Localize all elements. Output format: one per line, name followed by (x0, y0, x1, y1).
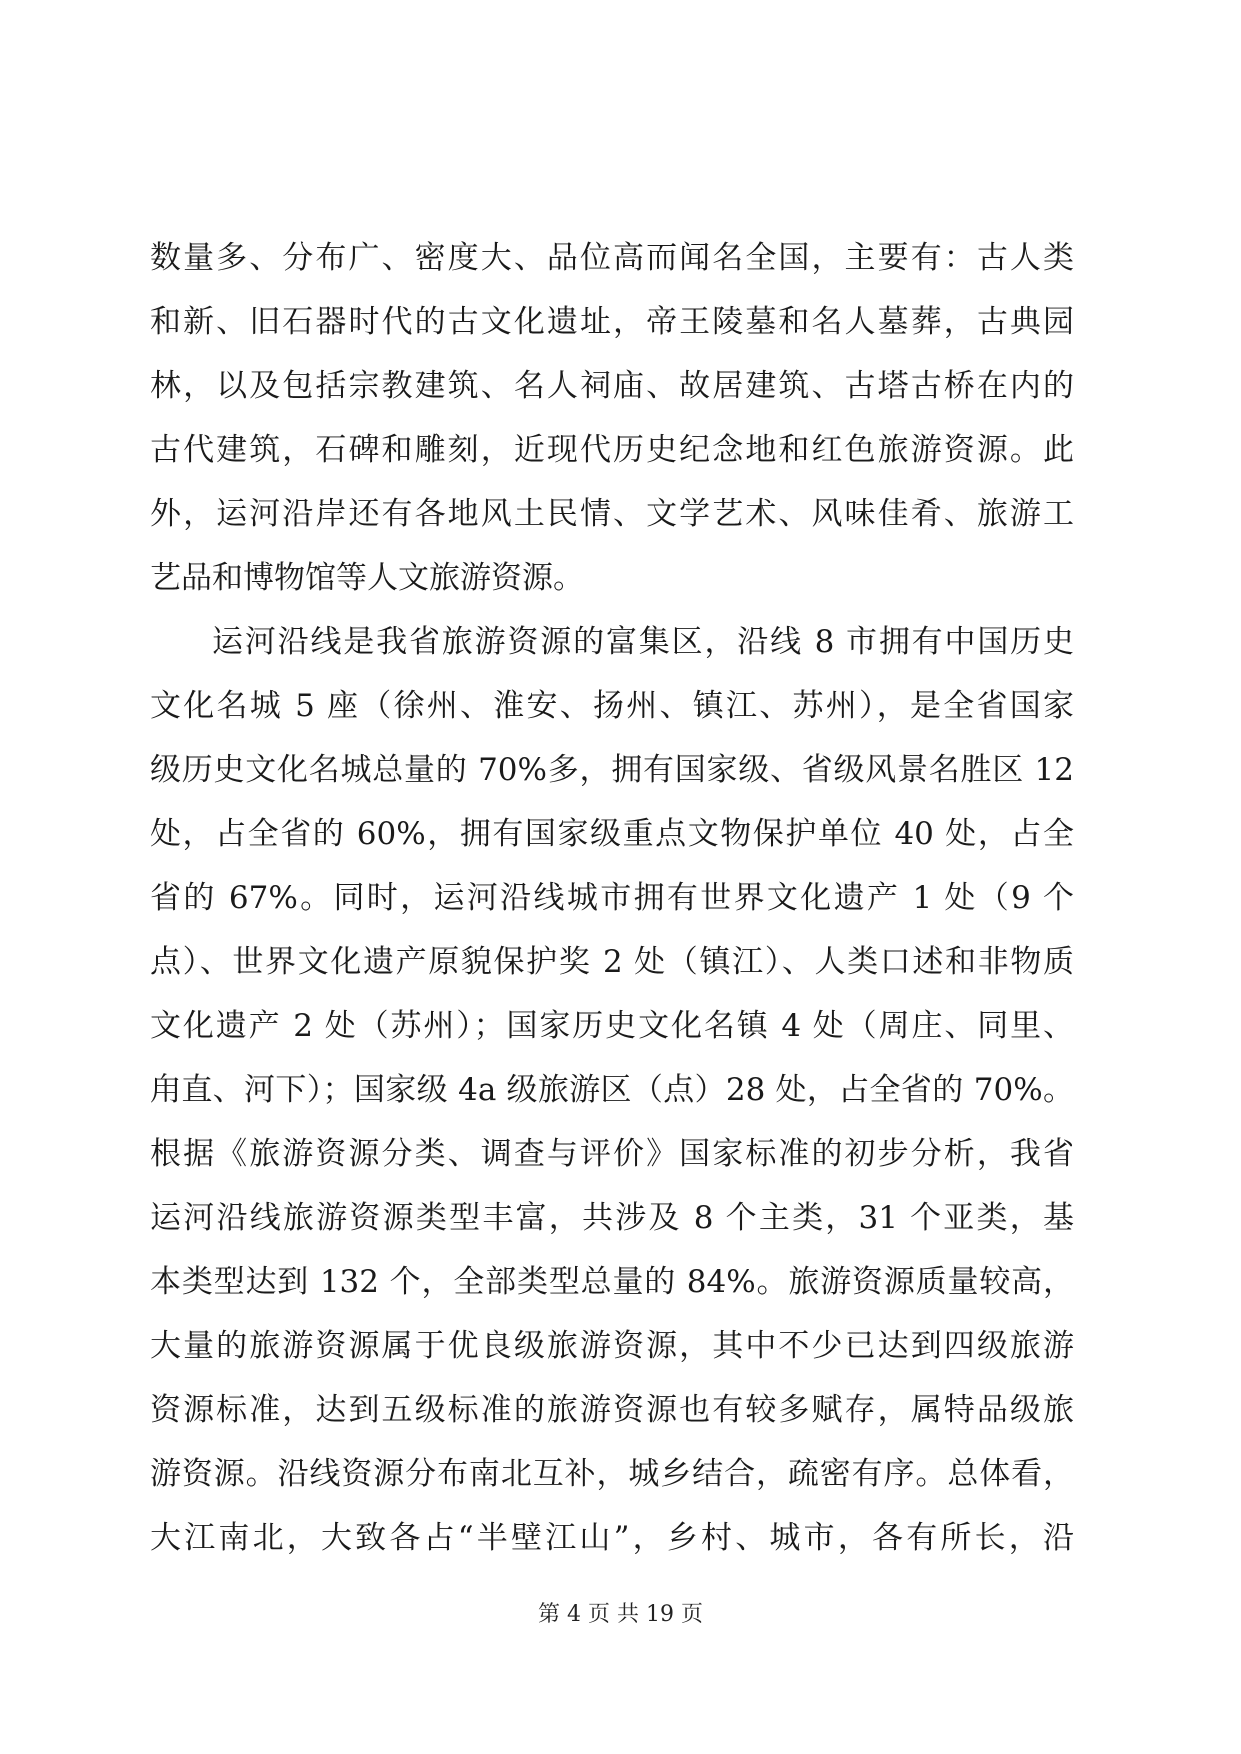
text-line: 本类型达到 132 个，全部类型总量的 84%。旅游资源质量较高， (150, 1264, 1074, 1300)
text-line: 古代建筑，石碑和雕刻，近现代历史纪念地和红色旅游资源。此 (150, 432, 1074, 468)
text-line: 文化遗产 2 处（苏州）；国家历史文化名镇 4 处（周庄、同里、 (150, 1008, 1074, 1044)
text-line: 大江南北，大致各占“半壁江山”，乡村、城市，各有所长，沿 (150, 1520, 1074, 1556)
text-line: 艺品和博物馆等人文旅游资源。 (150, 560, 584, 596)
text-line: 资源标准，达到五级标准的旅游资源也有较多赋存，属特品级旅 (150, 1392, 1074, 1428)
paragraph-1 (150, 226, 1074, 610)
text-line: 根据《旅游资源分类、调查与评价》国家标准的初步分析，我省 (150, 1136, 1074, 1172)
document-body (150, 226, 1074, 1570)
text-line: 游资源。沿线资源分布南北互补，城乡结合，疏密有序。总体看， (150, 1456, 1074, 1492)
text-line: 数量多、分布广、密度大、品位高而闻名全国，主要有：古人类 (150, 240, 1074, 276)
text-line: 外，运河沿岸还有各地风土民情、文学艺术、风味佳肴、旅游工 (150, 496, 1074, 532)
page-number: 第 4 页 共 19 页 (538, 1602, 703, 1627)
text-line: 大量的旅游资源属于优良级旅游资源，其中不少已达到四级旅游 (150, 1328, 1074, 1364)
text-line: 级历史文化名城总量的 70%多，拥有国家级、省级风景名胜区 12 (150, 752, 1074, 788)
text-line: 和新、旧石器时代的古文化遗址，帝王陵墓和名人墓葬，古典园 (150, 304, 1074, 340)
text-line: 省的 67%。同时，运河沿线城市拥有世界文化遗产 1 处（9 个 (150, 880, 1074, 916)
text-line: 运河沿线是我省旅游资源的富集区，沿线 8 市拥有中国历史 (212, 624, 1074, 660)
text-line: 处，占全省的 60%，拥有国家级重点文物保护单位 40 处，占全 (150, 816, 1074, 852)
text-line: 文化名城 5 座（徐州、淮安、扬州、镇江、苏州），是全省国家 (150, 688, 1074, 724)
text-line: 甪直、河下）；国家级 4a 级旅游区（点）28 处，占全省的 70%。 (150, 1072, 1074, 1108)
paragraph-2 (150, 610, 1074, 1570)
page-footer (0, 1600, 1241, 1630)
text-line: 运河沿线旅游资源类型丰富，共涉及 8 个主类，31 个亚类，基 (150, 1200, 1074, 1236)
text-line: 林，以及包括宗教建筑、名人祠庙、故居建筑、古塔古桥在内的 (150, 368, 1074, 404)
text-line: 点）、世界文化遗产原貌保护奖 2 处（镇江）、人类口述和非物质 (150, 944, 1074, 980)
